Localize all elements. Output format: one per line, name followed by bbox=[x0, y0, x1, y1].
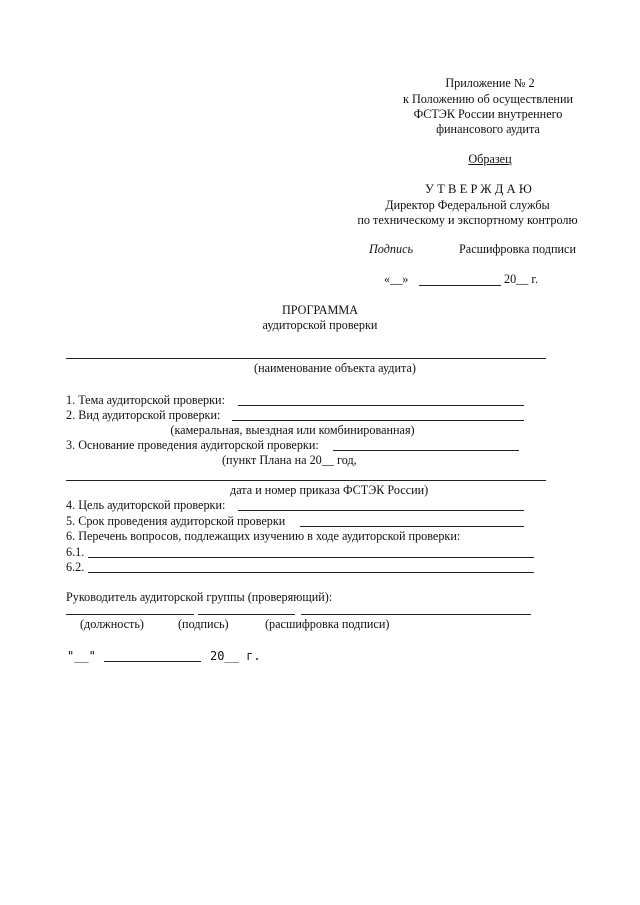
audit-object-line bbox=[66, 358, 546, 359]
item-2-label: 2. Вид аудиторской проверки: bbox=[66, 408, 221, 422]
appendix-line-4: финансового аудита bbox=[436, 122, 540, 136]
signature-label: Подпись bbox=[369, 242, 414, 256]
transcript-label: Расшифровка подписи bbox=[459, 242, 576, 256]
item-6-2-label: 6.2. bbox=[66, 560, 85, 574]
item-4-label: 4. Цель аудиторской проверки: bbox=[66, 498, 226, 512]
approval-date-month-line bbox=[419, 285, 501, 286]
item-3-hint-2: дата и номер приказа ФСТЭК России) bbox=[230, 483, 429, 497]
item-6-2-field[interactable] bbox=[88, 572, 534, 573]
item-6-1-field[interactable] bbox=[88, 557, 534, 558]
item-3-hint: (пункт Плана на 20__ год, bbox=[222, 453, 357, 467]
item-2-hint: (камеральная, выездная или комбинированная) bbox=[170, 423, 415, 437]
footer-date-year: 20__ г. bbox=[210, 649, 261, 663]
leader-signature-field[interactable] bbox=[198, 614, 295, 615]
program-subtitle: аудиторской проверки bbox=[262, 318, 378, 332]
item-3-label: 3. Основание проведения аудиторской проверки: bbox=[66, 438, 319, 452]
item-2-field[interactable] bbox=[232, 420, 524, 421]
item-5-field[interactable] bbox=[300, 526, 524, 527]
item-1-label: 1. Тема аудиторской проверки: bbox=[66, 393, 225, 407]
program-title: ПРОГРАММА bbox=[281, 303, 359, 317]
approver-position-2: по техническому и экспортному контролю bbox=[357, 213, 578, 227]
leader-transcript-caption: (расшифровка подписи) bbox=[265, 617, 390, 631]
leader-position-field[interactable] bbox=[66, 614, 194, 615]
approver-position-1: Директор Федеральной службы bbox=[385, 198, 550, 212]
footer-date-month-line bbox=[104, 661, 201, 662]
audit-object-caption: (наименование объекта аудита) bbox=[254, 361, 416, 375]
sample-label: Образец bbox=[468, 152, 512, 166]
item-4-field[interactable] bbox=[238, 510, 524, 511]
appendix-line-2: к Положению об осуществлении bbox=[402, 92, 573, 106]
approval-date-day: «__» bbox=[384, 272, 409, 286]
item-3-field[interactable] bbox=[333, 450, 519, 451]
appendix-number: Приложение № 2 bbox=[445, 76, 535, 90]
leader-label: Руководитель аудиторской группы (проверяющий): bbox=[66, 590, 333, 604]
footer-date-day: "__" bbox=[67, 649, 96, 663]
leader-transcript-field[interactable] bbox=[301, 614, 531, 615]
item-6-label: 6. Перечень вопросов, подлежащих изучению в ходе аудиторской проверки: bbox=[66, 529, 461, 543]
appendix-line-3: ФСТЭК России внутреннего bbox=[413, 107, 563, 121]
item-5-label: 5. Срок проведения аудиторской проверки bbox=[66, 514, 286, 528]
item-6-1-label: 6.1. bbox=[66, 545, 85, 559]
item-1-field[interactable] bbox=[238, 405, 524, 406]
leader-signature-caption: (подпись) bbox=[178, 617, 229, 631]
approve-heading: УТВЕРЖДАЮ bbox=[425, 182, 535, 196]
leader-position-caption: (должность) bbox=[80, 617, 144, 631]
approval-date-year: 20__ г. bbox=[504, 272, 539, 286]
item-3-field-2[interactable] bbox=[66, 480, 546, 481]
